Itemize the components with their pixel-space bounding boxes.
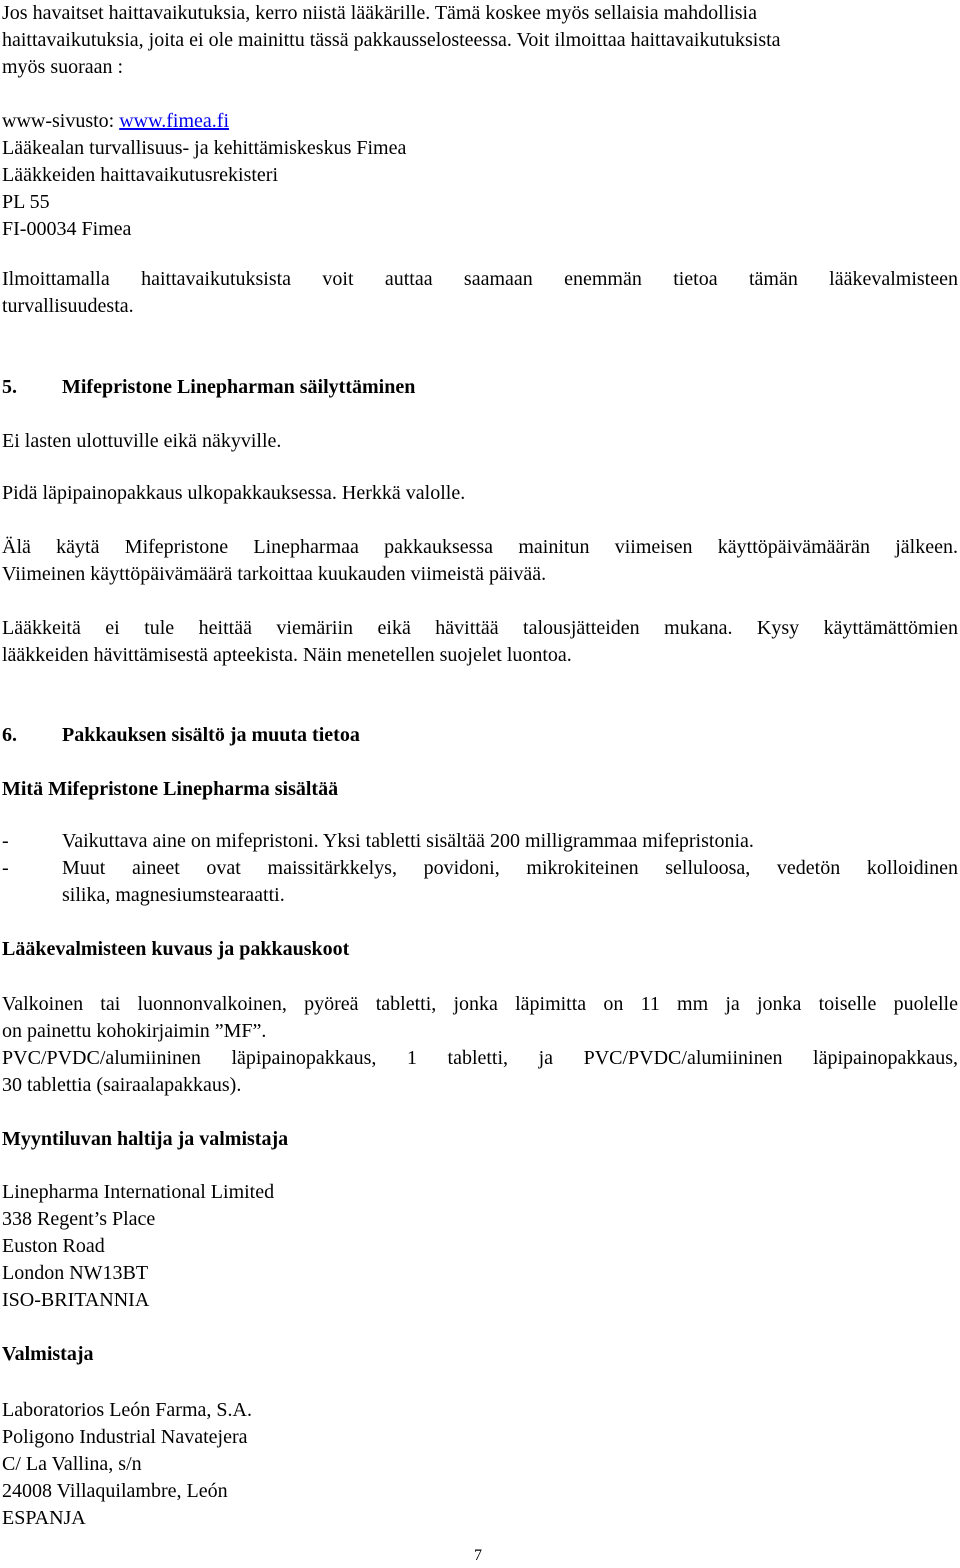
expiry-line: Viimeinen käyttöpäivämäärä tarkoittaa kuukauden viimeistä päivää. [2, 563, 547, 585]
section-5-heading [2, 374, 415, 401]
list-item-text: Muut aineet ovat maissitärkkelys, povidoni, mikrokiteinen selluloosa, vedetön kolloidinen [62, 857, 958, 879]
holder-address-line: ISO-BRITANNIA [2, 1289, 150, 1311]
list-item-text: silika, magnesiumstearaatti. [62, 884, 285, 906]
closing-line: turvallisuudesta. [2, 295, 134, 317]
list-item-text-block [62, 855, 958, 909]
storage-paragraph: Pidä läpipainopakkaus ulkopakkauksessa. Herkkä valolle. [2, 482, 466, 504]
holder-address-line: Euston Road [2, 1235, 105, 1257]
manufacturer-heading: Valmistaja [2, 1343, 94, 1365]
section-title: Mifepristone Linepharman säilyttäminen [62, 376, 416, 398]
section-number: 6. [2, 724, 17, 746]
manufacturer-address-line: Laboratorios León Farma, S.A. [2, 1399, 252, 1421]
section-title: Pakkauksen sisältö ja muuta tietoa [62, 724, 360, 746]
page-number: 7 [474, 1547, 482, 1564]
manufacturer-address-line: 24008 Villaquilambre, León [2, 1480, 228, 1502]
holder-heading: Myyntiluvan haltija ja valmistaja [2, 1128, 289, 1150]
list-marker: - [2, 830, 9, 852]
manufacturer-address-line: Poligono Industrial Navatejera [2, 1426, 248, 1448]
website-label: www-sivusto: [2, 110, 120, 132]
description-heading: Lääkevalmisteen kuvaus ja pakkauskoot [2, 938, 350, 960]
holder-address-line: London NW13BT [2, 1262, 149, 1284]
expiry-paragraph [2, 534, 958, 588]
closing-line: Ilmoittamalla haittavaikutuksista voit auttaa saamaan enemmän tietoa tämän lääkevalmisteen [2, 268, 958, 290]
disposal-paragraph [2, 615, 958, 669]
storage-paragraph: Ei lasten ulottuville eikä näkyville. [2, 430, 282, 452]
list-item-text: Vaikuttava aine on mifepristoni. Yksi tabletti sisältää 200 milligrammaa mifepristonia. [62, 830, 754, 852]
reporting-closing [2, 266, 958, 320]
section-6-heading [2, 722, 360, 749]
holder-address-line: 338 Regent’s Place [2, 1208, 156, 1230]
intro-line: myös suoraan : [2, 56, 124, 78]
reporting-contact [2, 108, 958, 243]
description-line: 30 tablettia (sairaalapakkaus). [2, 1074, 242, 1096]
description-line: on painettu kohokirjaimin ”MF”. [2, 1020, 267, 1042]
manufacturer-address-line: C/ La Vallina, s/n [2, 1453, 142, 1475]
address-line: Lääkealan turvallisuus- ja kehittämiskeskus Fimea [2, 137, 407, 159]
expiry-line: Älä käytä Mifepristone Linepharmaa pakkauksessa mainitun viimeisen käyttöpäivämäärän jälkeen. [2, 536, 958, 558]
intro-line: haittavaikutuksia, joita ei ole mainittu tässä pakkausselosteessa. Voit ilmoittaa haittavaikutuksista [2, 29, 781, 51]
disposal-line: lääkkeiden hävittämisestä apteekista. Näin menetellen suojelet luontoa. [2, 644, 572, 666]
section-number: 5. [2, 376, 17, 398]
reporting-intro [2, 0, 958, 81]
address-line: Lääkkeiden haittavaikutusrekisteri [2, 164, 279, 186]
disposal-line: Lääkkeitä ei tule heittää viemäriin eikä hävittää talousjätteiden mukana. Kysy käyttämättömien [2, 617, 958, 639]
list-marker: - [2, 857, 9, 879]
list-item [2, 828, 958, 855]
website-line [2, 108, 958, 135]
address-line: PL 55 [2, 191, 50, 213]
fimea-website-link[interactable]: www.fimea.fi [119, 110, 230, 132]
address-line: FI-00034 Fimea [2, 218, 132, 240]
intro-line: Jos havaitset haittavaikutuksia, kerro niistä lääkärille. Tämä koskee myös sellaisia mahdollisia [2, 2, 757, 24]
description-paragraph [2, 991, 958, 1099]
list-item [2, 855, 958, 909]
manufacturer-address [2, 1397, 958, 1532]
holder-address-line: Linepharma International Limited [2, 1181, 275, 1203]
holder-address [2, 1179, 958, 1314]
manufacturer-address-line: ESPANJA [2, 1507, 86, 1529]
description-line: PVC/PVDC/alumiininen läpipainopakkaus, 1 tabletti, ja PVC/PVDC/alumiininen läpipainopakkaus, [2, 1047, 958, 1069]
description-line: Valkoinen tai luonnonvalkoinen, pyöreä tabletti, jonka läpimitta on 11 mm ja jonka toiselle puolelle [2, 993, 958, 1015]
contents-heading: Mitä Mifepristone Linepharma sisältää [2, 778, 339, 800]
